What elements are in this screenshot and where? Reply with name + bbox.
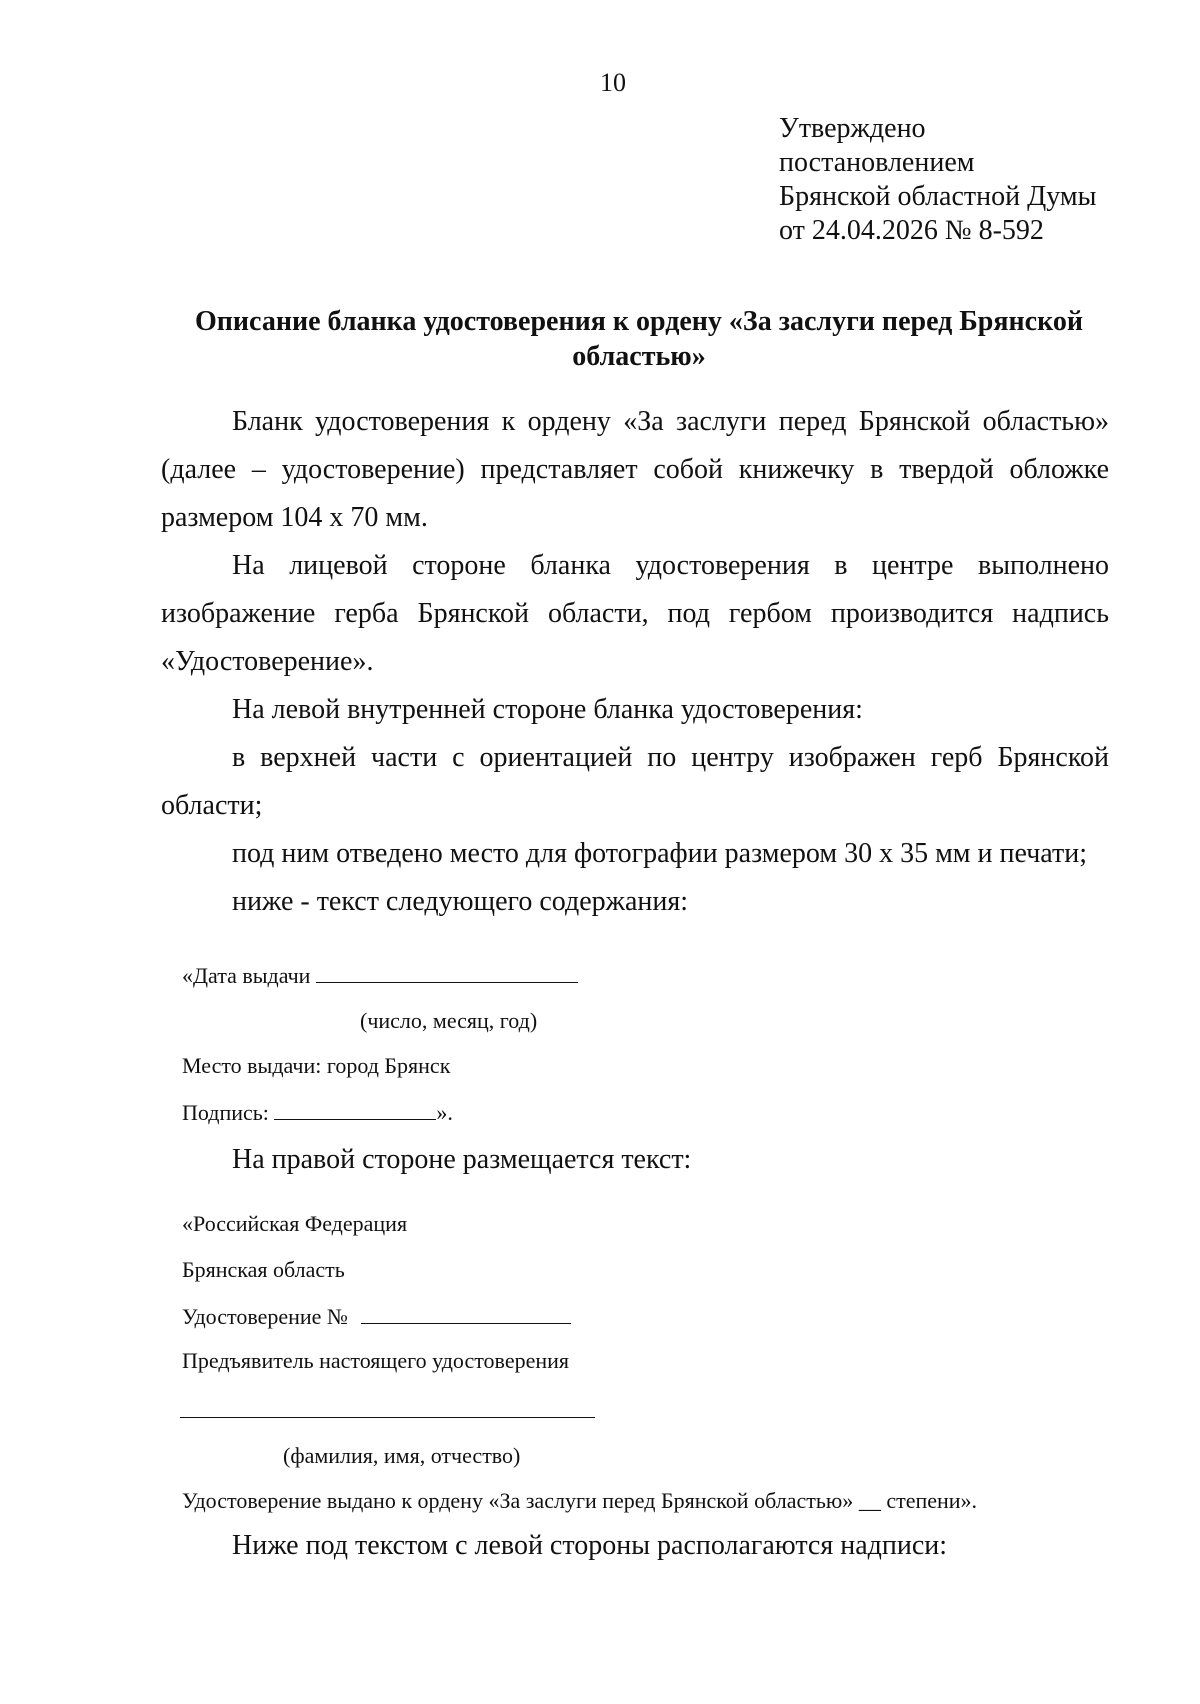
paragraph-photo-place: под ним отведено место для фотографии размером 30 х 35 мм и печати; <box>232 838 1087 869</box>
signature-line <box>182 1099 453 1126</box>
signature-blank <box>274 1099 436 1120</box>
issue-date-label: «Дата выдачи <box>182 963 311 988</box>
degree-blank: __ <box>858 1488 881 1513</box>
issue-place: Место выдачи: город Брянск <box>182 1053 451 1078</box>
page-number: 10 <box>600 68 626 97</box>
paragraph-front-side: На лицевой стороне бланка удостоверения в центре выполнено изображение герба Брянской области, под гербом производится надпись «Удостоверение». <box>161 550 1109 677</box>
certificate-number-label: Удостоверение № <box>182 1304 348 1329</box>
document-title: Описание бланка удостоверения к ордену «За заслуги перед Брянской областью» <box>195 306 1083 372</box>
approval-line-4: от 24.04.2026 № 8-592 <box>779 215 1044 246</box>
paragraph-right-side: На правой стороне размещается текст: <box>232 1144 692 1175</box>
approval-line-3: Брянской областной Думы <box>779 181 1097 212</box>
paragraph-cover-description: Бланк удостоверения к ордену «За заслуги перед Брянской областью» (далее – удостоверение) представляет собой книжечку в твердой обложке размером 104 х 70 мм. <box>161 406 1109 533</box>
certificate-number-blank <box>361 1303 571 1324</box>
issue-date-line <box>182 962 578 989</box>
full-name-caption: (фамилия, имя, отчество) <box>283 1443 521 1468</box>
paragraph-inscriptions-below: Ниже под текстом с левой стороны располагаются надписи: <box>232 1530 948 1561</box>
approval-line-1: Утверждено <box>779 113 926 144</box>
country-line: «Российская Федерация <box>182 1211 408 1236</box>
paragraph-text-below: ниже - текст следующего содержания: <box>232 886 689 917</box>
approval-stamp <box>779 112 1096 248</box>
bearer-line: Предъявитель настоящего удостоверения <box>182 1348 570 1373</box>
region-line: Брянская область <box>182 1257 345 1282</box>
issue-date-caption: (число, месяц, год) <box>360 1008 538 1033</box>
certificate-number-line <box>182 1303 571 1330</box>
issue-date-blank <box>316 962 578 983</box>
approval-line-2: постановлением <box>779 147 975 178</box>
signature-label: Подпись: <box>182 1100 269 1125</box>
issued-for-line <box>182 1488 977 1514</box>
issued-for-end: степени». <box>886 1488 978 1513</box>
issued-for-start: Удостоверение выдано к ордену «За заслуги перед Брянской областью» <box>182 1488 854 1513</box>
full-name-blank <box>180 1417 595 1418</box>
paragraph-coat-of-arms: в верхней части с ориентацией по центру изображен герб Брянской области; <box>161 742 1109 821</box>
paragraph-left-inner-side: На левой внутренней стороне бланка удостоверения: <box>232 694 863 725</box>
signature-end: ». <box>436 1100 453 1125</box>
